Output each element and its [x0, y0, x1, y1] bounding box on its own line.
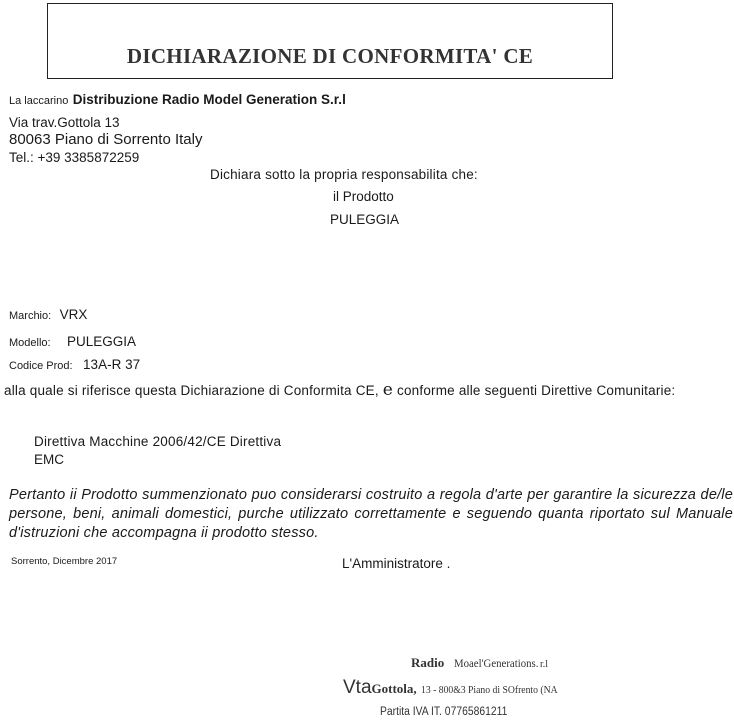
stamp-line-1 — [411, 654, 548, 672]
place-date: Sorrento, Dicembre 2017 — [11, 556, 118, 567]
stamp-radio: Radio — [411, 655, 445, 670]
modello-value: PULEGGIA — [67, 334, 137, 349]
product-name: PULEGGIA — [330, 212, 400, 227]
codice-label: Codice Prod: — [9, 360, 73, 372]
stamp-suffix: r.l — [540, 659, 549, 670]
signatory: L'Amministratore . — [342, 556, 451, 571]
marchio-label: Marchio: — [9, 310, 52, 322]
modello-row — [9, 333, 136, 351]
directive-line-2: EMC — [34, 452, 64, 467]
product-intro: il Prodotto — [333, 189, 394, 204]
directive-intro-paragraph — [4, 381, 730, 400]
intro-before: alla quale si riferisce questa Dichiarazione di Conformita CE, — [4, 383, 379, 398]
phone-line: Tel.: +39 3385872259 — [9, 150, 140, 165]
stamp-line-2 — [343, 677, 576, 699]
stamp-address: 13 - 800&3 Piano di SOfrento (NA — [420, 684, 558, 696]
intro-after: conforme alle seguenti Direttive Comunitarie: — [397, 383, 676, 398]
pertanto-paragraph: Pertanto ii Prodotto summenzionato puo considerarsi costruito a regola d'arte per garantire la sicurezza de/le persone, beni, animali domestici, purche utilizzato correttamente e seguendo quanta riportato sul Manuale d'istruzioni che accompagna ii prodotto stesso. — [9, 487, 733, 541]
address-line-1: Via trav.Gottola 13 — [9, 115, 120, 130]
stamp-via-prefix: Vta — [343, 677, 372, 698]
declaration-line: Dichiara sotto la propria responsabilita che: — [210, 167, 478, 182]
company-prefix: La laccarino — [9, 95, 69, 107]
document-title: DICHIARAZIONE DI CONFORMITA' CE — [126, 44, 534, 68]
company-name: Distribuzione Radio Model Generation S.r.l — [72, 92, 346, 107]
stamp-company: Moael'Generations. — [454, 656, 539, 670]
codice-value: 13A-R 37 — [83, 357, 141, 372]
epsilon-glyph: e — [382, 380, 394, 400]
marchio-value: VRX — [59, 307, 88, 322]
stamp-via-rest: Gottola, — [371, 681, 417, 696]
company-line — [9, 91, 346, 109]
codice-row — [9, 356, 140, 374]
title-box — [47, 3, 613, 79]
modello-label: Modello: — [9, 337, 51, 349]
marchio-row — [9, 306, 87, 324]
address-line-2: 80063 Piano di Sorrento Italy — [9, 131, 203, 148]
directive-line-1: Direttiva Macchine 2006/42/CE Direttiva — [34, 434, 282, 449]
stamp-partita-iva: Partita IVA IT. 07765861211 — [380, 706, 508, 718]
